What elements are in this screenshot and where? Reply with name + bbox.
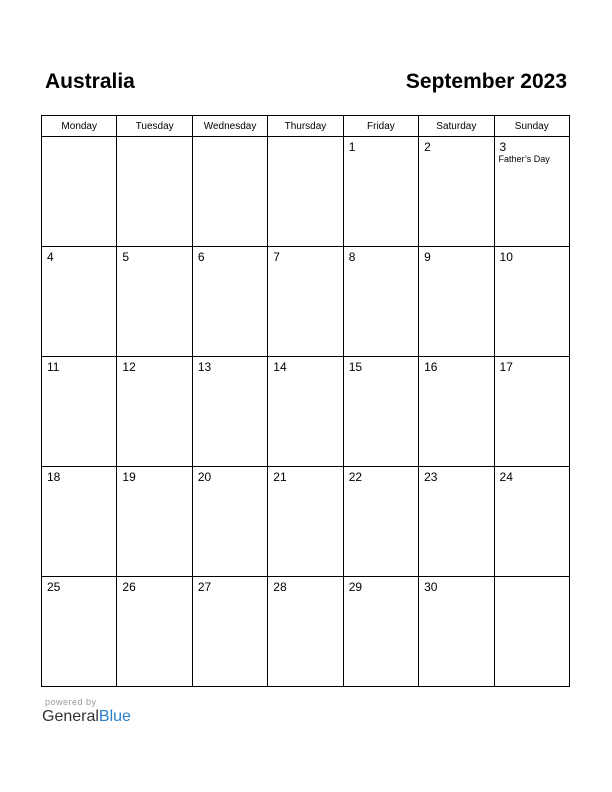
day-cell bbox=[419, 467, 494, 577]
day-cell bbox=[192, 467, 267, 577]
day-cell bbox=[192, 137, 267, 247]
country-title: Australia bbox=[45, 70, 135, 93]
day-cell bbox=[117, 577, 192, 687]
month-grid bbox=[41, 115, 570, 687]
day-cell bbox=[42, 577, 117, 687]
day-number: 24 bbox=[499, 470, 513, 484]
day-cell bbox=[42, 357, 117, 467]
day-number bbox=[117, 137, 191, 140]
day-number: 27 bbox=[197, 580, 212, 594]
day-cell bbox=[343, 137, 418, 247]
day-number: 13 bbox=[197, 360, 212, 374]
day-number: 1 bbox=[348, 140, 356, 154]
day-number: 4 bbox=[47, 250, 54, 264]
day-number: 11 bbox=[47, 360, 60, 374]
day-number: 25 bbox=[47, 580, 61, 594]
week-row bbox=[42, 247, 570, 357]
day-number: 9 bbox=[424, 250, 431, 264]
day-cell bbox=[117, 247, 192, 357]
day-number bbox=[42, 137, 116, 140]
day-cell bbox=[192, 247, 267, 357]
day-cell bbox=[192, 577, 267, 687]
weekday-header: Friday bbox=[343, 116, 418, 137]
day-number: 29 bbox=[348, 580, 363, 594]
day-cell bbox=[419, 357, 494, 467]
day-number: 6 bbox=[197, 250, 205, 264]
weekday-header: Saturday bbox=[419, 116, 494, 137]
calendar-header bbox=[45, 70, 567, 100]
day-cell bbox=[268, 137, 343, 247]
day-number bbox=[268, 137, 342, 140]
day-number: 12 bbox=[122, 360, 136, 374]
day-number: 2 bbox=[424, 140, 431, 154]
holiday-label: Father’s Day bbox=[498, 154, 550, 164]
day-cell bbox=[343, 357, 418, 467]
week-row bbox=[42, 137, 570, 247]
day-cell bbox=[343, 467, 418, 577]
day-cell bbox=[42, 467, 117, 577]
day-number: 10 bbox=[499, 250, 513, 264]
day-cell bbox=[494, 137, 569, 247]
day-cell bbox=[268, 247, 343, 357]
powered-by-text: powered by bbox=[45, 697, 97, 707]
weekday-header: Thursday bbox=[268, 116, 343, 137]
day-number: 28 bbox=[273, 580, 287, 594]
weekday-header-row bbox=[42, 116, 570, 137]
day-number: 23 bbox=[424, 470, 438, 484]
day-cell bbox=[42, 137, 117, 247]
brand-blue: Blue bbox=[98, 708, 131, 725]
weekday-header: Monday bbox=[42, 116, 117, 137]
day-cell bbox=[419, 137, 494, 247]
day-number: 17 bbox=[499, 360, 513, 374]
day-number: 26 bbox=[122, 580, 136, 594]
day-cell bbox=[343, 247, 418, 357]
month-title: September 2023 bbox=[405, 70, 567, 93]
day-number: 3 bbox=[499, 140, 507, 154]
day-cell bbox=[117, 357, 192, 467]
day-cell bbox=[268, 357, 343, 467]
day-cell bbox=[343, 577, 418, 687]
week-row bbox=[42, 357, 570, 467]
day-cell bbox=[494, 247, 569, 357]
day-number: 16 bbox=[424, 360, 438, 374]
day-number bbox=[193, 137, 267, 140]
brand-general: General bbox=[42, 708, 99, 725]
day-number: 19 bbox=[122, 470, 136, 484]
day-cell bbox=[268, 467, 343, 577]
day-cell bbox=[494, 577, 569, 687]
day-cell bbox=[117, 467, 192, 577]
footer bbox=[42, 697, 131, 726]
day-number: 18 bbox=[47, 470, 61, 484]
day-number bbox=[495, 577, 569, 580]
week-row bbox=[42, 467, 570, 577]
weekday-header: Tuesday bbox=[117, 116, 192, 137]
day-number: 14 bbox=[273, 360, 287, 374]
day-number: 21 bbox=[273, 470, 287, 484]
day-number: 15 bbox=[348, 360, 363, 374]
brand-logo bbox=[42, 708, 131, 726]
week-row bbox=[42, 577, 570, 687]
day-cell bbox=[117, 137, 192, 247]
day-cell bbox=[494, 357, 569, 467]
day-cell bbox=[42, 247, 117, 357]
day-number: 22 bbox=[348, 470, 363, 484]
day-number: 8 bbox=[348, 250, 356, 264]
day-number: 5 bbox=[122, 250, 130, 264]
day-number: 30 bbox=[424, 580, 438, 594]
day-number: 20 bbox=[197, 470, 212, 484]
day-cell bbox=[192, 357, 267, 467]
day-cell bbox=[419, 247, 494, 357]
weekday-header: Sunday bbox=[494, 116, 569, 137]
day-number: 7 bbox=[273, 250, 280, 264]
day-cell bbox=[268, 577, 343, 687]
weekday-header: Wednesday bbox=[192, 116, 267, 137]
day-cell bbox=[419, 577, 494, 687]
day-cell bbox=[494, 467, 569, 577]
